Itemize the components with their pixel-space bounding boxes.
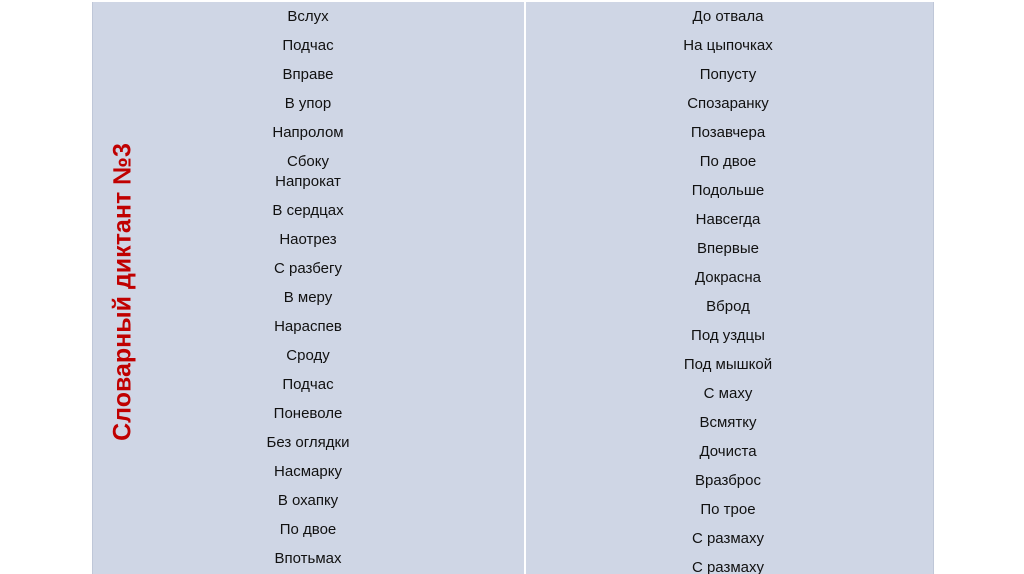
word-item: На цыпочках <box>683 37 773 54</box>
word-item: Вслух <box>287 8 329 25</box>
word-item: Впервые <box>697 240 759 257</box>
word-item: Спозаранку <box>687 95 769 112</box>
title-cell <box>93 2 153 574</box>
word-item: Под уздцы <box>691 327 765 344</box>
word-item: Поневоле <box>273 405 343 422</box>
word-item: Вправе <box>282 66 334 83</box>
word-item: Насмарку <box>274 463 342 480</box>
word-item: Позавчера <box>690 124 766 141</box>
word-item: По трое <box>700 501 756 518</box>
word-item: Докрасна <box>694 269 762 286</box>
word-item: Нараспев <box>274 318 342 335</box>
dictation-table <box>92 2 934 574</box>
word-item: Навсегда <box>695 211 761 228</box>
column-divider <box>524 2 526 574</box>
word-item: Подчас <box>282 376 334 393</box>
word-item: В упор <box>284 95 332 112</box>
word-item: Впотьмах <box>274 550 342 567</box>
word-item: Подольше <box>691 182 765 199</box>
word-item: С размаху <box>691 559 765 574</box>
word-item: По двое <box>699 153 757 170</box>
word-item: Вброд <box>706 298 750 315</box>
word-item: Сбоку <box>287 153 329 170</box>
word-item: Напролом <box>272 124 344 141</box>
word-item: Всмятку <box>699 414 757 431</box>
word-item: С размаху <box>691 530 765 547</box>
word-item: Напрокат <box>275 173 341 190</box>
word-item: Попусту <box>699 66 757 83</box>
word-item: Наотрез <box>279 231 337 248</box>
word-item: Подчас <box>282 37 334 54</box>
dictation-title: Словарный диктант №3 <box>108 143 137 441</box>
word-item: Вразброс <box>694 472 761 489</box>
word-item: По двое <box>279 521 337 538</box>
word-item: В охапку <box>277 492 339 509</box>
word-item: Сроду <box>286 347 330 364</box>
word-item: Дочиста <box>699 443 757 460</box>
word-item: Под мышкой <box>683 356 773 373</box>
word-item: Без оглядки <box>266 434 350 451</box>
word-item: В сердцах <box>272 202 344 219</box>
word-item: До отвала <box>692 8 764 25</box>
word-item: С разбегу <box>274 260 342 277</box>
word-item: С маху <box>703 385 753 402</box>
word-item: В меру <box>283 289 333 306</box>
